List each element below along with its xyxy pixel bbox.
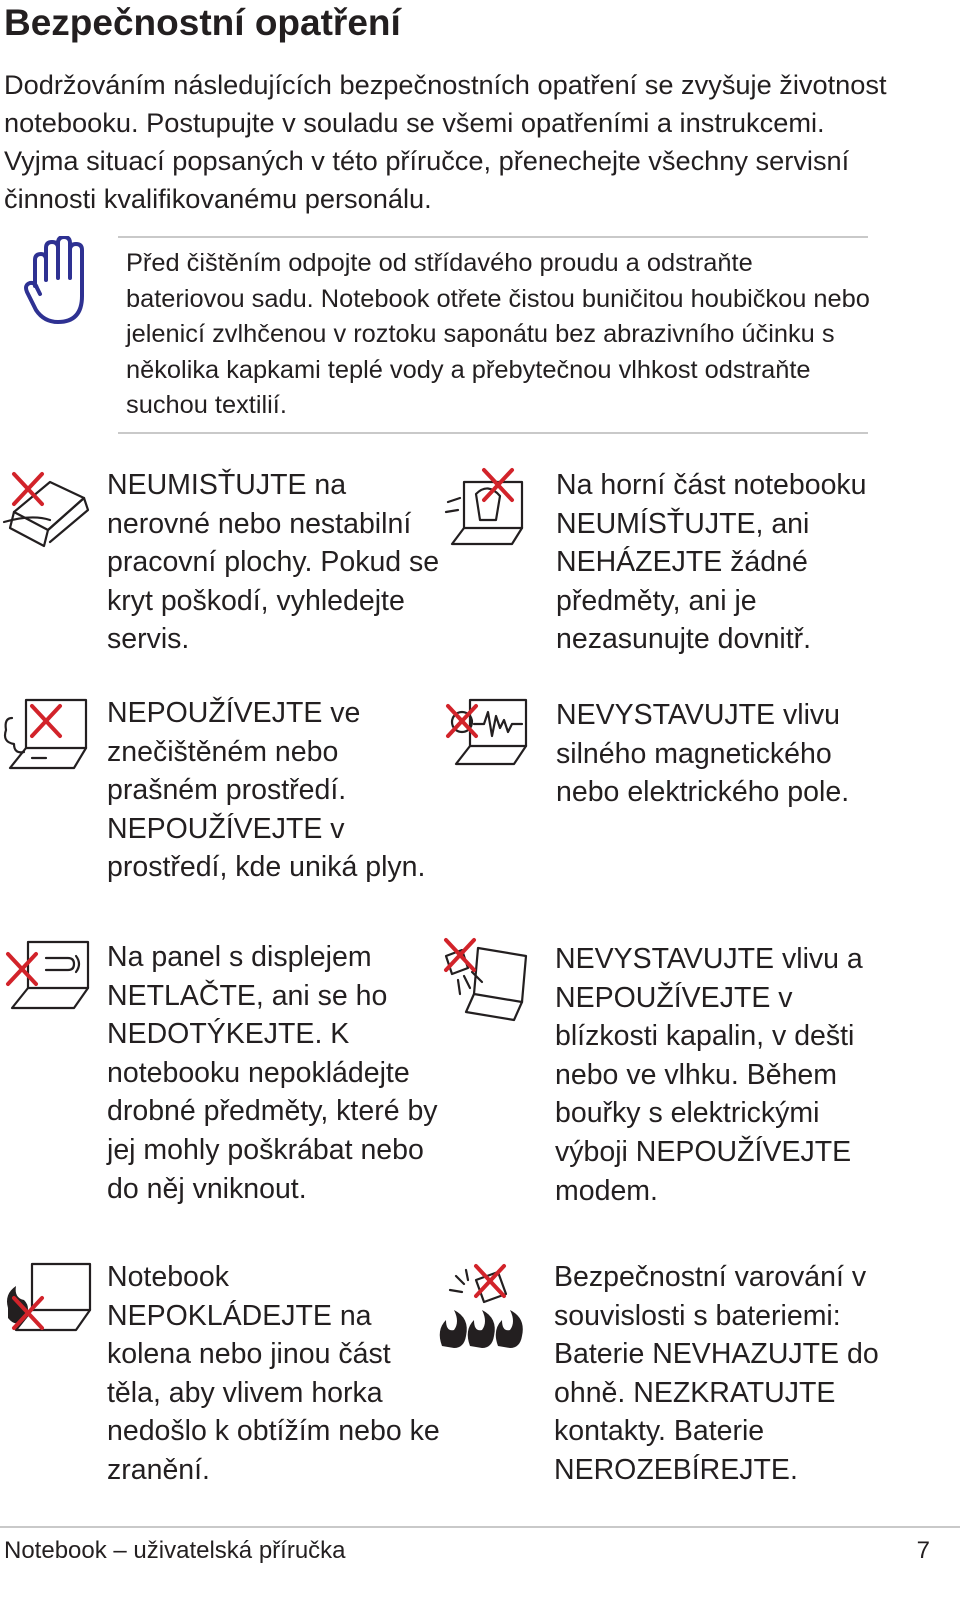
objects-on-laptop-icon xyxy=(442,462,534,554)
press-display-icon xyxy=(2,932,94,1024)
cleaning-note: Před čištěním odpojte od střídavého proudu a odstraňte bateriovou sadu. Notebook otřete čistou buničitou houbičkou nebo jelenicí zvlhčenou v roztoku saponátu bez abrazivního účinku s několika kapkami teplé vody a přebytečnou vlhkost odstraňte suchou textilií. xyxy=(126,249,870,419)
hand-stop-icon xyxy=(24,236,90,328)
note-top-rule xyxy=(118,236,868,238)
unstable-surface-icon xyxy=(2,462,94,554)
warning-magnetic-field: NEVYSTAVUJTE vlivu silného magnetického nebo elektrického pole. xyxy=(556,699,850,809)
warning-objects-on-laptop: Na horní část notebooku NEUMÍSŤUJTE, ani NEHÁZEJTE žádné předměty, ani je nezasunujte dovnitř. xyxy=(556,469,867,656)
magnetic-field-icon xyxy=(442,688,534,780)
note-bottom-rule xyxy=(118,432,868,434)
battery-fire-icon xyxy=(436,1260,528,1352)
footer-title: Notebook – uživatelská příručka xyxy=(4,1537,346,1564)
intro-paragraph: Dodržováním následujících bezpečnostních opatření se zvyšuje životnost notebooku. Postupujte v souladu se všemi opatřeními a instrukcemi. Vyjma situací popsaných v této příručce, přenechejte všechny servisní činnosti kvalifikovanému personálu. xyxy=(4,69,887,214)
heat-lap-icon xyxy=(2,1256,94,1348)
page-number: 7 xyxy=(916,1537,930,1564)
page-title: Bezpečnostní opatření xyxy=(4,2,401,43)
warning-press-display: Na panel s displejem NETLAČTE, ani se ho NEDOTÝKEJTE. K notebooku nepokládejte drobné předměty, které by jej mohly poškrábat nebo do něj vniknout. xyxy=(107,941,438,1205)
dust-environment-icon xyxy=(2,688,94,780)
warning-heat-lap: Notebook NEPOKLÁDEJTE na kolena nebo jinou část těla, aby vlivem horka nedošlo k obtížím nebo ke zranění. xyxy=(107,1261,440,1486)
warning-unstable-surface: NEUMISŤUJTE na nerovné nebo nestabilní pracovní plochy. Pokud se kryt poškodí, vyhledejte servis. xyxy=(107,469,440,656)
warning-liquids: NEVYSTAVUJTE vlivu a NEPOUŽÍVEJTE v blízkosti kapalin, v dešti nebo ve vlhku. Během bouřky s elektrickými výboji NEPOUŽÍVEJTE modem. xyxy=(555,943,863,1207)
footer-rule xyxy=(0,1526,960,1528)
warning-battery: Bezpečnostní varování v souvislosti s bateriemi: Baterie NEVHAZUJTE do ohně. NEZKRATUJTE kontakty. Baterie NEROZEBÍREJTE. xyxy=(554,1261,879,1486)
warning-dust-environment: NEPOUŽÍVEJTE ve znečištěném nebo prašném prostředí. NEPOUŽÍVEJTE v prostředí, kde uniká plyn. xyxy=(107,697,426,884)
liquids-icon xyxy=(438,932,530,1024)
